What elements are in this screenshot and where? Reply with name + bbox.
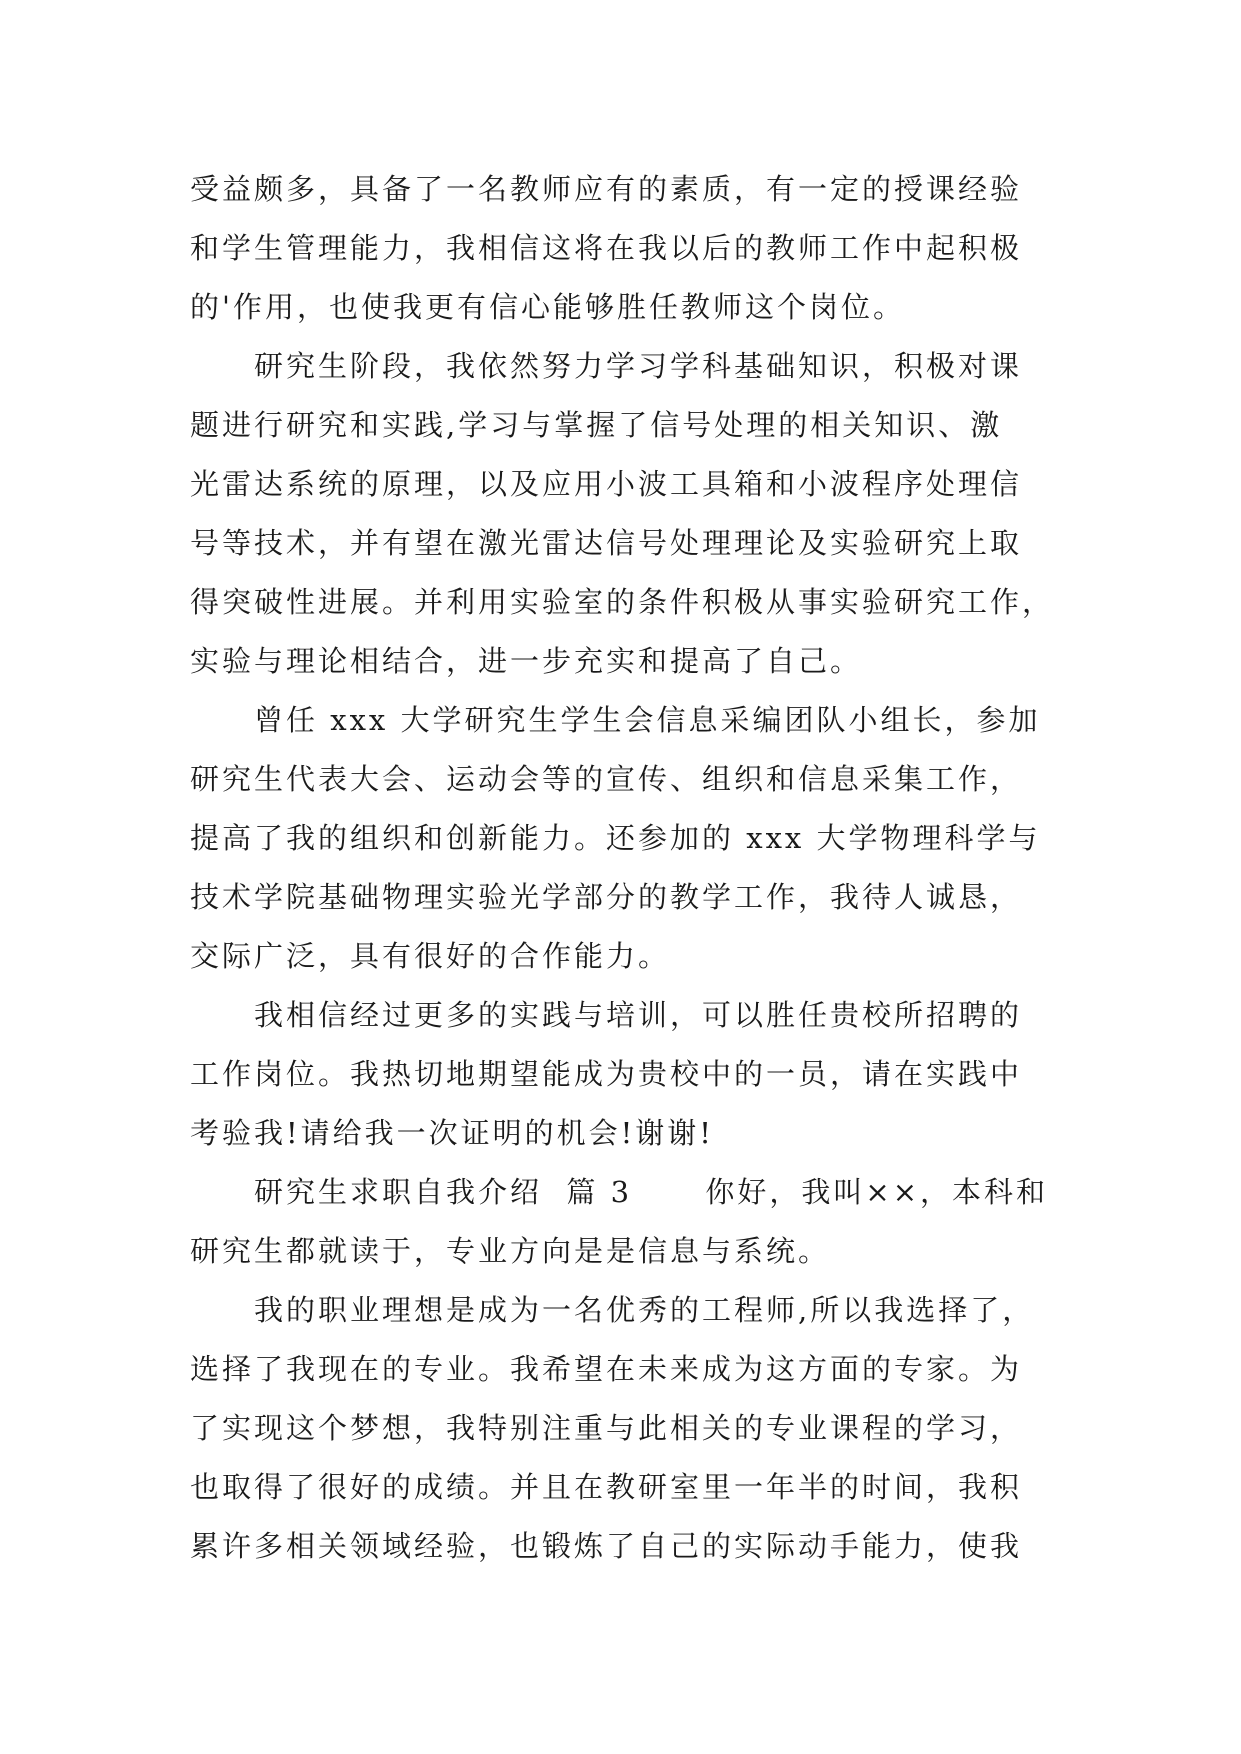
text-line: 研究生代表大会、运动会等的宣传、组织和信息采集工作，: [190, 762, 1023, 796]
text-line: 研究生都就读于，专业方向是是信息与系统。: [190, 1234, 831, 1268]
text-line: 和学生管理能力，我相信这将在我以后的教师工作中起积极: [190, 231, 1023, 265]
text-line: 选择了我现在的专业。我希望在未来成为这方面的专家。为: [190, 1352, 1023, 1386]
text-line: 我相信经过更多的实践与培训，可以胜任贵校所招聘的: [254, 998, 1023, 1032]
text-line: 光雷达系统的原理，以及应用小波工具箱和小波程序处理信: [190, 467, 1023, 501]
text-line: 了实现这个梦想，我特别注重与此相关的专业课程的学习，: [190, 1411, 1023, 1445]
document-body: [190, 160, 1060, 1576]
text-line: 研究生阶段，我依然努力学习学科基础知识，积极对课: [254, 349, 1023, 383]
text-line: 得突破性进展。并利用实验室的条件积极从事实验研究工作，: [190, 585, 1055, 619]
text-line: 也取得了很好的成绩。并且在教研室里一年半的时间，我积: [190, 1470, 1023, 1504]
text-line: 的'作用，也使我更有信心能够胜任教师这个岗位。: [190, 290, 905, 324]
text-line: 研究生求职自我介绍 篇 3 你好，我叫××，本科和: [254, 1175, 1049, 1209]
text-line: 题进行研究和实践,学习与掌握了信号处理的相关知识、激: [190, 408, 1003, 442]
text-line: 交际广泛，具有很好的合作能力。: [190, 939, 671, 973]
text-line: 我的职业理想是成为一名优秀的工程师,所以我选择了，: [254, 1293, 1035, 1327]
text-line: 考验我!请给我一次证明的机会!谢谢!: [190, 1116, 714, 1150]
text-line: 技术学院基础物理实验光学部分的教学工作，我待人诚恳，: [190, 880, 1023, 914]
text-line: 工作岗位。我热切地期望能成为贵校中的一员，请在实践中: [190, 1057, 1023, 1091]
text-line: 号等技术，并有望在激光雷达信号处理理论及实验研究上取: [190, 526, 1023, 560]
text-line: 累许多相关领域经验，也锻炼了自己的实际动手能力，使我: [190, 1529, 1023, 1563]
text-line: 提高了我的组织和创新能力。还参加的 xxx 大学物理科学与: [190, 821, 1041, 855]
text-line: 受益颇多，具备了一名教师应有的素质，有一定的授课经验: [190, 172, 1023, 206]
text-line: 曾任 xxx 大学研究生学生会信息采编团队小组长，参加: [254, 703, 1041, 737]
text-line: 实验与理论相结合，进一步充实和提高了自己。: [190, 644, 863, 678]
